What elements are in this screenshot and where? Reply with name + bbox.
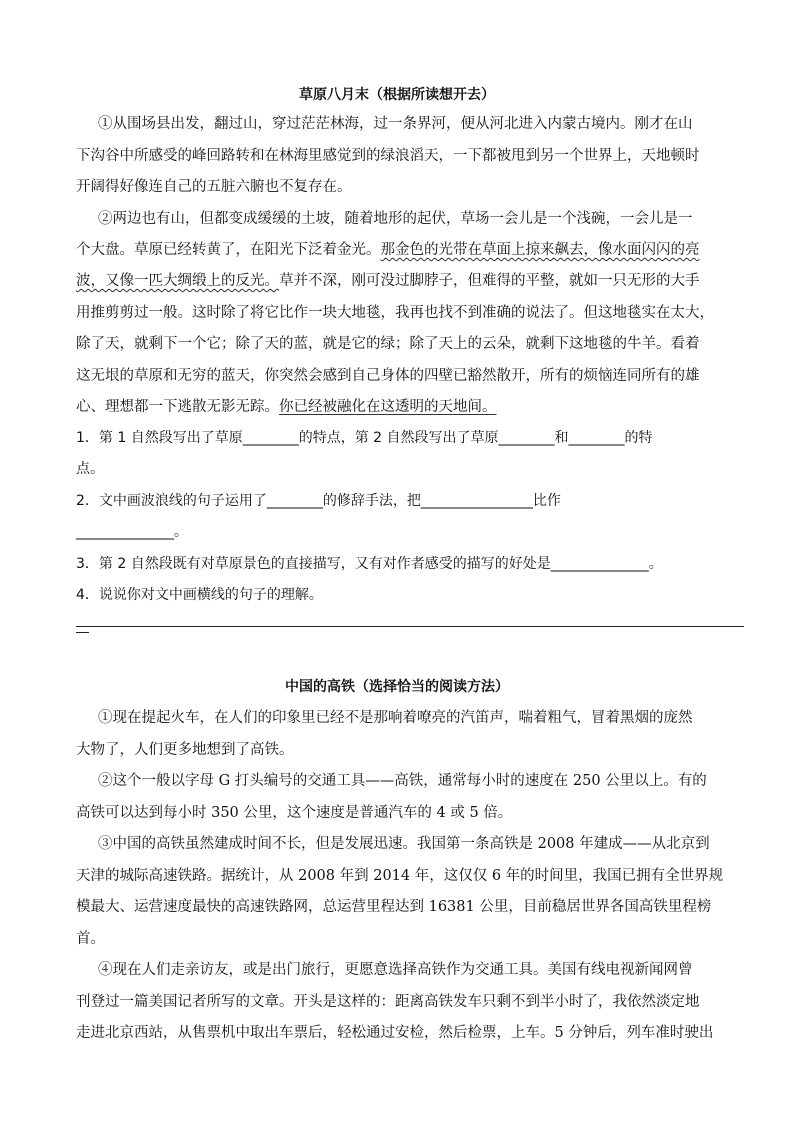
question-2-cont: ______________。: [76, 524, 188, 540]
passage2-line: 模最大、运营速度最快的高速铁路网，总运营里程达到 16381 公里，目前稳居世界各国高铁里程榜: [76, 899, 712, 915]
passage1-line: [76, 395, 497, 416]
plain-text: 个大盘。草原已经转黄了，在阳光下泛着金光。: [76, 242, 381, 258]
passage2-line: 首。: [76, 931, 105, 947]
passage1-line: [76, 238, 700, 259]
passage1-line: 除了天，就剩下一个它；除了天的蓝，就是它的绿；除了天上的云朵，就剩下这地毯的牛羊。看着: [76, 336, 700, 352]
passage2-line: ③中国的高铁虽然建成时间不长，但是发展迅速。我国第一条高铁是 2008 年建成——从北京到: [98, 836, 710, 852]
plain-text: 心、理想都一下逃散无影无踪。: [76, 399, 279, 415]
passage2-line: 天津的城际高速铁路。据统计，从 2008 年到 2014 年，这仅仅 6 年的时间里，我国已拥有全世界规: [76, 868, 724, 884]
passage2-line: ④现在人们走亲访友，或是出门旅行，更愿意选择高铁作为交通工具。美国有线电视新闻网曾: [98, 962, 693, 978]
passage2-line: ①现在提起火车，在人们的印象里已经不是那响着嘹亮的汽笛声，喘着粗气，冒着黑烟的庞然: [98, 710, 693, 726]
question-4: 4．说说你对文中画横线的句子的理解。: [76, 587, 323, 603]
straight-underlined-sentence: 你已经被融化在这透明的天地间。: [279, 399, 497, 415]
passage1-title: 草原八月末（根据所读想开去）: [299, 87, 495, 103]
answer-line-end: [76, 632, 89, 633]
passage1-line: 开阔得好像连自己的五脏六腑也不复存在。: [76, 179, 352, 195]
passage2-line: 走进北京西站，从售票机中取出车票后，轻松通过安检，然后检票，上车。5 分钟后，列车准时驶出: [76, 1025, 714, 1041]
passage2-line: 高铁可以达到每小时 350 公里，这个速度是普通汽车的 4 或 5 倍。: [76, 805, 513, 821]
answer-line[interactable]: [76, 626, 744, 627]
passage2-title: 中国的高铁（选择恰当的阅读方法）: [285, 679, 509, 695]
question-1-cont: 点。: [76, 461, 104, 477]
question-2: 2．文中画波浪线的句子运用了________的修辞手法，把________________比作: [76, 493, 561, 509]
wavy-underlined-sentence: 那金色的光带在草面上掠来飙去，像水面闪闪的亮: [380, 242, 700, 258]
passage1-line: ②两边也有山，但都变成缓缓的土坡，随着地形的起伏，草场一会儿是一个浅碗，一会儿是一: [98, 211, 693, 227]
question-1: 1．第 1 自然段写出了草原________的特点，第 2 自然段写出了草原________和________的特: [76, 430, 653, 446]
passage1-line: 下沟谷中所感受的峰回路转和在林海里感觉到的绿浪滔天，一下都被甩到另一个世界上，天地顿时: [76, 148, 700, 164]
passage2-line: 大物了，人们更多地想到了高铁。: [76, 742, 294, 758]
passage1-line: 用推剪剪过一般。这时除了将它比作一块大地毯，我再也找不到准确的说法了。但这地毯实在太大，: [76, 305, 714, 321]
passage2-line: ②这个一般以字母 G 打头编号的交通工具——高铁，通常每小时的速度在 250 公里以上。有的: [98, 773, 707, 789]
question-3: 3．第 2 自然段既有对草原景色的直接描写，又有对作者感受的描写的好处是______________。: [76, 556, 663, 572]
passage2-line: 刊登过一篇美国记者所写的文章。开头是这样的：距离高铁发车只剩不到半小时了，我依然淡定地: [76, 994, 700, 1010]
wavy-underlined-sentence: 波，又像一匹大绸缎上的反光。: [76, 273, 279, 289]
passage1-line: [76, 269, 700, 290]
passage1-line: 这无垠的草原和无穷的蓝天，你突然会感到自己身体的四壁已豁然散开，所有的烦恼连同所有的雄: [76, 368, 700, 384]
passage1-line: ①从围场县出发，翻过山，穿过茫茫林海，过一条界河，便从河北进入内蒙古境内。刚才在山: [98, 116, 693, 132]
plain-text: 草并不深，刚可没过脚脖子，但难得的平整，就如一只无形的大手: [279, 273, 700, 289]
